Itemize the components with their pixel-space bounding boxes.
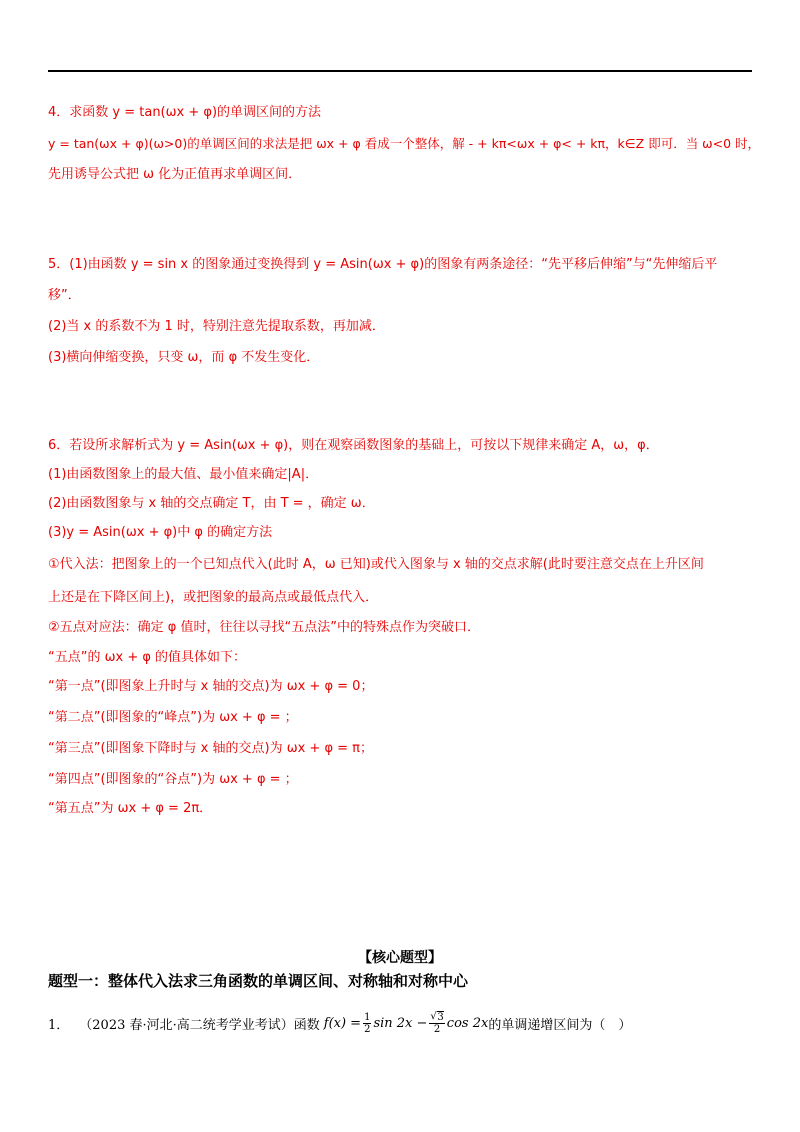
sin-term: sin 2x − [373, 1016, 428, 1031]
section6-line8: “五点”的 ωx + φ 的值具体如下： [48, 650, 247, 665]
section4-title: 4．求函数 y = tan(ωx + φ)的单调区间的方法 [48, 105, 322, 120]
section6-line12: “第四点”(即图象的“谷点”)为 ωx + φ = ； [48, 772, 298, 787]
fraction-sqrt3-half: √ $\frac{3}{2}$ [429, 1012, 444, 1035]
section6-line9: “第一点”(即图象上升时与 x 轴的交点)为 ωx + φ = 0； [48, 679, 374, 694]
question-tail: 的单调递增区间为（ ） [488, 1018, 632, 1033]
type-title: 题型一：整体代入法求三角函数的单调区间、对称轴和对称中心 [48, 972, 469, 990]
question-source: （2023 春·河北·高二统考学业考试）函数 [79, 1018, 320, 1033]
section6-line5: ①代入法：把图象上的一个已知点代入(此时 A，ω 已知)或代入图象与 x 轴的交点求解(此时要注意交点在上升区间 [48, 557, 704, 572]
section6-line6: 上还是在下降区间上)，或把图象的最高点或最低点代入． [48, 590, 379, 605]
core-heading: 【核心题型】 [358, 950, 442, 966]
question-number: 1． [48, 1018, 70, 1033]
section5-line1: 5．(1)由函数 y = sin x 的图象通过变换得到 y = Asin(ωx + φ)的图象有两条途径：“先平移后伸缩”与“先伸缩后平 [48, 257, 718, 272]
section6-line13: “第五点”为 ωx + φ = 2π． [48, 801, 213, 816]
section4-line2: 先用诱导公式把 ω 化为正值再求单调区间． [48, 167, 302, 182]
section6-line3: (2)由函数图象与 x 轴的交点确定 T，由 T = ，确定 ω． [48, 496, 375, 511]
section6-line7: ②五点对应法：确定 φ 值时，往往以寻找“五点法”中的特殊点作为突破口． [48, 620, 480, 635]
fraction-half: $\frac{1}{2}$ [364, 1012, 371, 1035]
section5-line3: (2)当 x 的系数不为 1 时，特别注意先提取系数，再加减． [48, 319, 385, 334]
section6-line4: (3)y = Asin(ωx + φ)中 φ 的确定方法 [48, 525, 273, 540]
section6-line10: “第二点”(即图象的“峰点”)为 ωx + φ = ； [48, 710, 298, 725]
section6-line1: 6．若设所求解析式为 y = Asin(ωx + φ)，则在观察函数图象的基础上，可按以下规律来确定 A，ω，φ． [48, 438, 659, 453]
function-name: f(x) = [323, 1016, 362, 1031]
question-1 [48, 1012, 631, 1035]
section5-line2: 移”． [48, 288, 81, 303]
section6-line11: “第三点”(即图象下降时与 x 轴的交点)为 ωx + φ = π； [48, 741, 374, 756]
top-rule [48, 70, 752, 72]
section4-line1: y = tan(ωx + φ)(ω>0)的单调区间的求法是把 ωx + φ 看成一个整体，解 - + kπ<ωx + φ< + kπ，k∈Z 即可．当 ω<0 时， [48, 136, 761, 151]
cos-term: cos 2x [446, 1016, 489, 1031]
section5-line4: (3)横向伸缩变换，只变 ω，而 φ 不发生变化． [48, 350, 320, 365]
section6-line2: (1)由函数图象上的最大值、最小值来确定|A|． [48, 467, 319, 482]
